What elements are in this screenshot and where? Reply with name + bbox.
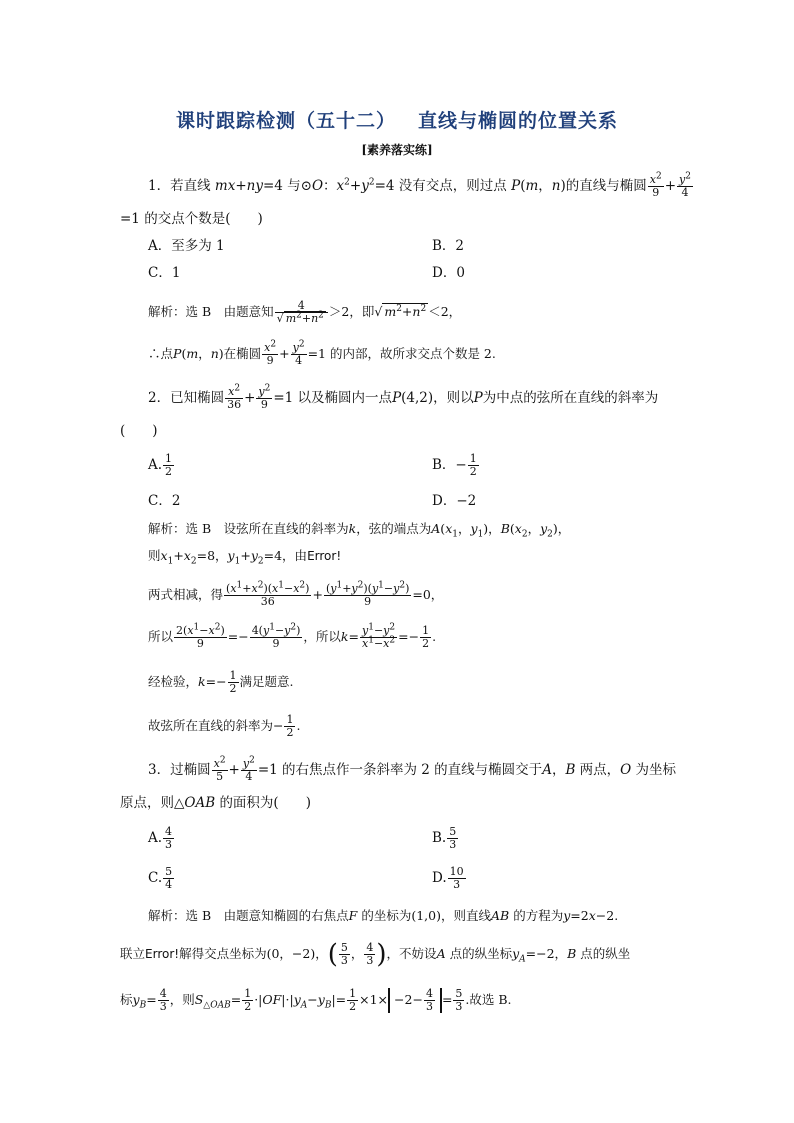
q1-stem-line1: 1．若直线 mx+ny=4 与⊙O：$x^2+y^2=4$ 没有交点，则过点 P(m，n)的直线与椭圆 $\frac{x^2}{9}$ + $\frac{y^2}{4}$ (148, 171, 691, 199)
q2-option-a: A. $\frac{1}{2}$ (148, 452, 173, 478)
q1-option-d: D．0 (432, 265, 465, 281)
page-title (0, 106, 794, 133)
q2-stem-line2: ( ) (120, 423, 158, 439)
q1-solution-line1: 解析：选 B 由题意知 $\frac{4}{√ m^2+n^2}$ ＞2，即√ $m^2+n^2 <2$， (148, 299, 462, 325)
q3-solution-line3: 标$y_B=$ $\frac{4}{3}$ ，则$S_{\triangle OAB}=$ $\frac{1}{2}$ $\cdot|OF|\cdot|y_A-y_B|=$ $\frac{1}{2}$ ×1× −2− $\frac{4}{3}$ = $\frac{5}{3}$ .故选 B. (120, 987, 512, 1013)
q2-solution-line3: 两式相减，得 $\frac{(x^1+x^2)(x^1-x^2)}{36}$ + $\frac{(y^1+y^2)(y^1-y^2)}{9}$ =0， (148, 580, 444, 608)
q2-option-c: C．2 (148, 493, 181, 509)
q1-option-b: B．2 (432, 238, 465, 254)
q2-solution-line5: 经检验，k=− $\frac{1}{2}$ 满足题意. (148, 669, 294, 695)
q1-stem-line2: =1 的交点个数是( ) (120, 211, 263, 227)
q3-option-b: B. $\frac{5}{3}$ (432, 825, 457, 851)
title-right: 直线与椭圆的位置关系 (418, 110, 619, 132)
q3-solution-line1: 解析：选 B 由题意知椭圆的右焦点F 的坐标为(1,0)，则直线AB 的方程为y=2x−2. (148, 908, 619, 923)
q2-solution-line1: 解析：选 B 设弦所在直线的斜率为k，弦的端点为$A(x_1$，$y_1$)，$B(x_2$，$y_2$)， (148, 521, 571, 540)
q3-solution-line2: 联立Error!解得交点坐标为(0，−2)，( $\frac{5}{3}$ ， $\frac{4}{3}$ )，不妨设A 点的纵坐标$y_A=-2$，B 点的纵坐 (120, 939, 631, 970)
q3-stem-line1: 3．过椭圆 $\frac{x^2}{5}$ + $\frac{y^2}{4}$ =1 的右焦点作一条斜率为 2 的直线与椭圆交于A，B 两点，O 为坐标 (148, 755, 677, 783)
title-left: 课时跟踪检测（五十二） (175, 110, 396, 132)
q3-option-a: A. $\frac{4}{3}$ (148, 825, 173, 851)
section-subtitle: [素养落实练] (361, 143, 433, 157)
q2-solution-line4: 所以 $\frac{2(x^1-x^2)}{9}$ =− $\frac{4(y^1-y^2)}{9}$ ，所以k= $\frac{y^1-y^2}{x^1-x^2}$ =− $\frac{1}{2}$ . (148, 622, 437, 650)
q1-option-c: C．1 (148, 265, 181, 281)
q2-option-b: B．− $\frac{1}{2}$ (432, 452, 477, 478)
q3-option-d: D. $\frac{10}{3}$ (432, 865, 464, 891)
q1-option-a: A．至多为 1 (148, 238, 225, 254)
q1-solution-line2: ∴点P(m，n)在椭圆 $\frac{x^2}{9}$ + $\frac{y^2}{4}$ =1 的内部，故所求交点个数是 2. (148, 339, 496, 367)
q3-stem-line2: 原点，则△OAB 的面积为( ) (120, 795, 311, 811)
q2-solution-line6: 故弦所在直线的斜率为− $\frac{1}{2}$ . (148, 713, 301, 739)
q2-option-d: D．−2 (432, 493, 477, 509)
q2-stem-line1: 2．已知椭圆 $\frac{x^2}{36}$ + $\frac{y^2}{9}$ =1 以及椭圆内一点P(4,2)，则以P为中点的弦所在直线的斜率为 (148, 383, 659, 411)
q2-solution-line2: 则$x_1+x_2=8$，$y_1+y_2=4$，由Error! (148, 548, 342, 567)
q3-option-c: C. $\frac{5}{4}$ (148, 865, 173, 891)
